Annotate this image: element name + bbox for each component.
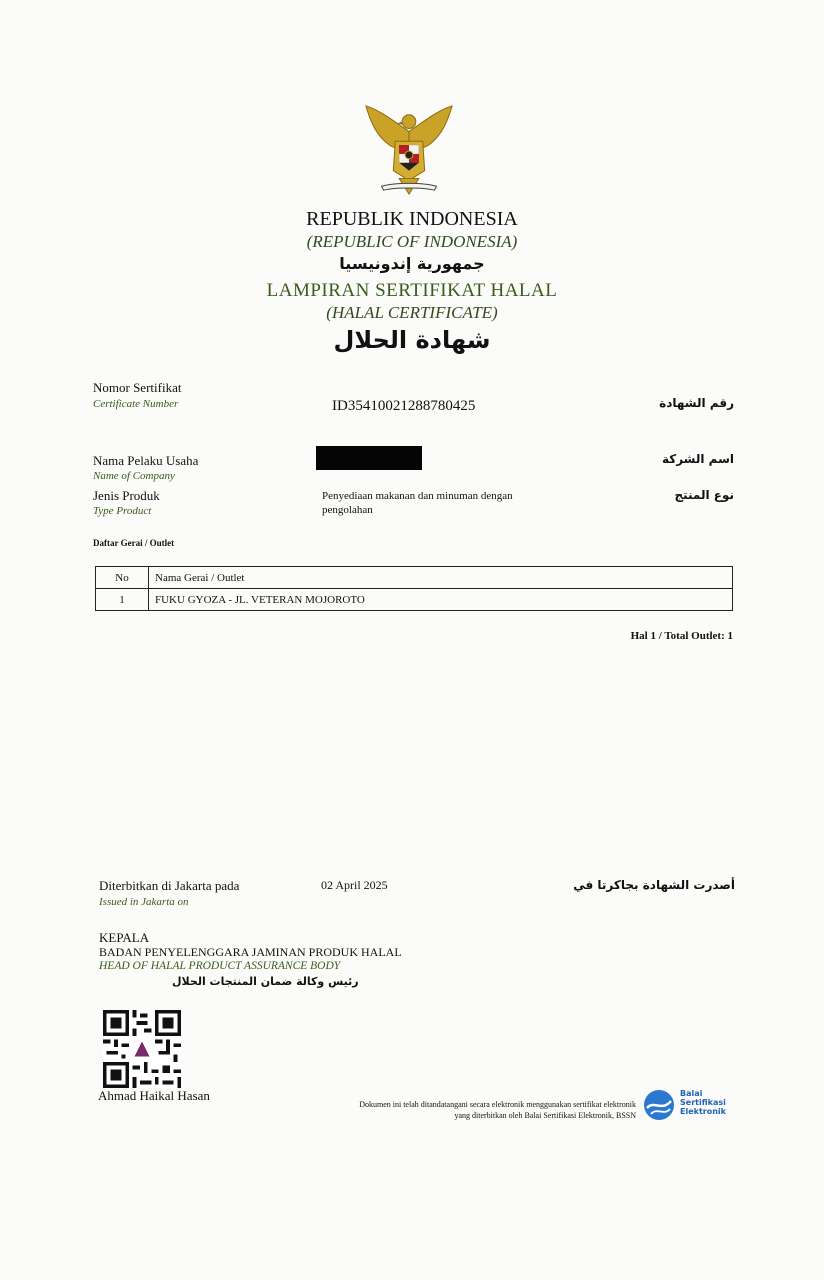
cert-number-value: ID35410021288780425 xyxy=(332,398,476,414)
col-no-header: No xyxy=(96,567,149,589)
cert-number-label-ar: رقم الشهادة xyxy=(659,396,734,410)
bsre-text-2: Sertifikasi xyxy=(680,1098,726,1107)
cert-number-label-en: Certificate Number xyxy=(93,398,179,410)
signatory-name: Ahmad Haikal Hasan xyxy=(98,1088,210,1103)
redacted-company-name xyxy=(316,446,422,470)
product-value-line-2: pengolahan xyxy=(322,504,373,516)
company-label-ar: اسم الشركة xyxy=(661,452,734,466)
issued-label: Diterbitkan di Jakarta pada xyxy=(99,878,240,893)
signatory-body-ar: رئيس وكالة ضمان المنتجات الحلال xyxy=(172,975,359,988)
product-label: Jenis Produk xyxy=(93,488,160,503)
product-value-line-1: Penyediaan makanan dan minuman dengan xyxy=(322,490,513,502)
country-title-en: (REPUBLIC OF INDONESIA) xyxy=(306,232,518,251)
issued-label-ar: أصدرت الشهادة بجاكرتا في xyxy=(573,878,735,892)
table-row xyxy=(96,589,733,611)
signatory-body: BADAN PENYELENGGARA JAMINAN PRODUK HALAL xyxy=(99,945,402,959)
garuda-emblem-icon xyxy=(360,102,458,200)
outlet-table xyxy=(95,566,733,611)
issued-date: 02 April 2025 xyxy=(321,878,388,892)
product-label-ar: نوع المنتج xyxy=(674,488,734,502)
signatory-body-en: HEAD OF HALAL PRODUCT ASSURANCE BODY xyxy=(99,960,341,972)
country-title: REPUBLIK INDONESIA xyxy=(306,208,518,230)
qr-code-icon xyxy=(103,1010,181,1088)
certificate-title-ar: شهادة الحلال xyxy=(333,326,491,354)
product-label-en: Type Product xyxy=(93,505,152,517)
cert-number-label: Nomor Sertifikat xyxy=(93,380,182,395)
outlet-name: FUKU GYOZA - JL. VETERAN MOJOROTO xyxy=(149,589,733,611)
signatory-title: KEPALA xyxy=(99,930,150,945)
bsre-text-1: Balai xyxy=(680,1089,703,1098)
table-header-row xyxy=(96,567,733,589)
e-sign-note-line-2: yang diterbitkan oleh Balai Sertifikasi Elektronik, BSSN xyxy=(454,1111,636,1120)
bsre-text-3: Elektronik xyxy=(680,1107,726,1116)
bsre-logo-icon xyxy=(642,1088,676,1122)
outlet-no: 1 xyxy=(96,589,149,611)
outlet-section-label: Daftar Gerai / Outlet xyxy=(93,538,175,548)
certificate-title-en: (HALAL CERTIFICATE) xyxy=(326,303,498,322)
e-sign-note-line-1: Dokumen ini telah ditandatangani secara elektronik menggunakan sertifikat elektronik xyxy=(359,1100,636,1109)
certificate-title: LAMPIRAN SERTIFIKAT HALAL xyxy=(266,280,558,301)
issued-label-en: Issued in Jakarta on xyxy=(99,896,189,908)
company-label: Nama Pelaku Usaha xyxy=(93,453,199,468)
company-label-en: Name of Company xyxy=(93,470,175,482)
country-title-ar: جمهورية إندونيسيا xyxy=(339,254,485,273)
col-name-header: Nama Gerai / Outlet xyxy=(149,567,733,589)
outlet-page-info: Hal 1 / Total Outlet: 1 xyxy=(630,630,733,642)
